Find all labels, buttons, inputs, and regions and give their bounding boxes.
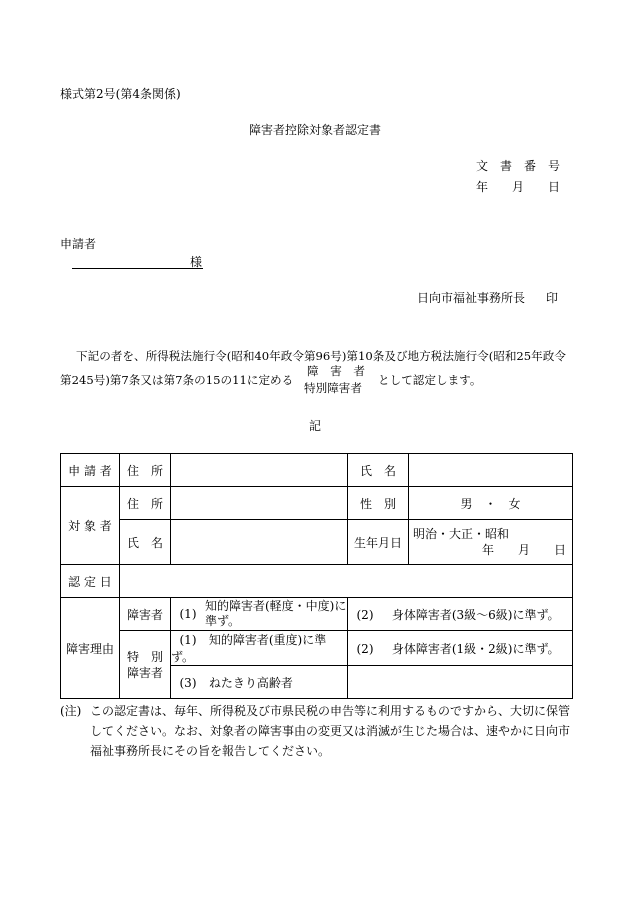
disabled-label: 障害者: [120, 598, 171, 631]
body-line-2-a: 第245号)第7条又は第7条の15の11に定める: [60, 373, 294, 387]
reason-5-number: (3): [179, 675, 197, 690]
note-text: この認定書は、毎年、所得税及び市県民税の申告等に利用するものですから、大切に保管してください。なお、対象者の障害事由の変更又は消滅が生じた場合は、速やかに日向市福祉事務所長にその旨を報告してください。: [90, 704, 571, 758]
special-disabled-label: [120, 631, 171, 699]
table-row: [61, 520, 573, 565]
applicant-name-line: [72, 257, 203, 269]
body-line-2-b: として認定します。: [378, 373, 482, 387]
body-line-1: 下記の者を、所得税法施行令(昭和40年政令第96号)第10条及び地方税法施行令(昭和25年政令: [76, 349, 566, 363]
reason-3-number: (1): [179, 633, 197, 647]
honorific: 様: [190, 255, 203, 269]
applicant-name-field[interactable]: [409, 454, 573, 487]
reason-option-1[interactable]: [171, 598, 348, 631]
reason-option-2[interactable]: [348, 598, 573, 631]
date-label: 年 月 日: [476, 180, 561, 194]
target-address-field[interactable]: [171, 487, 348, 520]
document-number-label: 文 書 番 号: [476, 159, 561, 173]
body-option-2: 特別障害者: [304, 381, 362, 395]
address-label-2: 住 所: [120, 487, 171, 520]
reason-option-3[interactable]: [171, 631, 348, 666]
applicant-label: 申請者: [60, 237, 97, 251]
name-label: 氏 名: [348, 454, 409, 487]
gender-label: 性 別: [348, 487, 409, 520]
reason-4-number: (2): [356, 641, 374, 656]
target-name-field[interactable]: [171, 520, 348, 565]
address-label: 住 所: [120, 454, 171, 487]
reason-2-number: (2): [356, 607, 374, 622]
reason-option-5[interactable]: [171, 666, 348, 699]
table-row: [61, 631, 573, 666]
dob-field[interactable]: [409, 520, 573, 565]
reason-empty-cell: [348, 666, 573, 699]
reason-4-text: 身体障害者(1級・2級)に準ず。: [391, 641, 560, 656]
seal-mark: 印: [546, 291, 559, 305]
reason-2-text: 身体障害者(3級～6級)に準ず。: [391, 607, 560, 622]
dob-label: 生年月日: [348, 520, 409, 565]
certificate-table: [60, 453, 573, 699]
certified-date-label: 認 定 日: [61, 565, 120, 598]
special-label-2: 障害者: [126, 665, 163, 680]
dob-date: 年 月 日: [481, 543, 566, 557]
form-label: 様式第2号(第4条関係): [60, 87, 181, 101]
reason-3-text: 知的障害者(重度)に準ず。: [171, 633, 327, 664]
reason-label: 障害理由: [61, 598, 120, 699]
era-options: 明治・大正・昭和: [413, 527, 510, 541]
reason-1-number: (1): [179, 607, 197, 621]
ki-mark: 記: [309, 419, 322, 433]
table-row: [61, 565, 573, 598]
table-row: [61, 454, 573, 487]
reason-option-4[interactable]: [348, 631, 573, 666]
document-title: 障害者控除対象者認定書: [248, 123, 381, 137]
special-label-1: 特 別: [126, 649, 163, 664]
issuer: 日向市福祉事務所長: [417, 291, 526, 305]
body-option-1: 障 害 者: [307, 364, 365, 378]
certified-date-field[interactable]: [120, 565, 573, 598]
table-row: [61, 487, 573, 520]
applicant-cell: 申 請 者: [61, 454, 120, 487]
note: [60, 701, 580, 761]
gender-value[interactable]: 男 ・ 女: [409, 487, 573, 520]
target-cell: 対 象 者: [61, 487, 120, 565]
note-mark: (注): [60, 704, 82, 718]
reason-5-text: ねたきり高齢者: [208, 675, 293, 690]
reason-1-text: 知的障害者(軽度・中度)に準ず。: [205, 599, 347, 628]
applicant-address-field[interactable]: [171, 454, 348, 487]
table-row: [61, 598, 573, 631]
name-label-2: 氏 名: [120, 520, 171, 565]
